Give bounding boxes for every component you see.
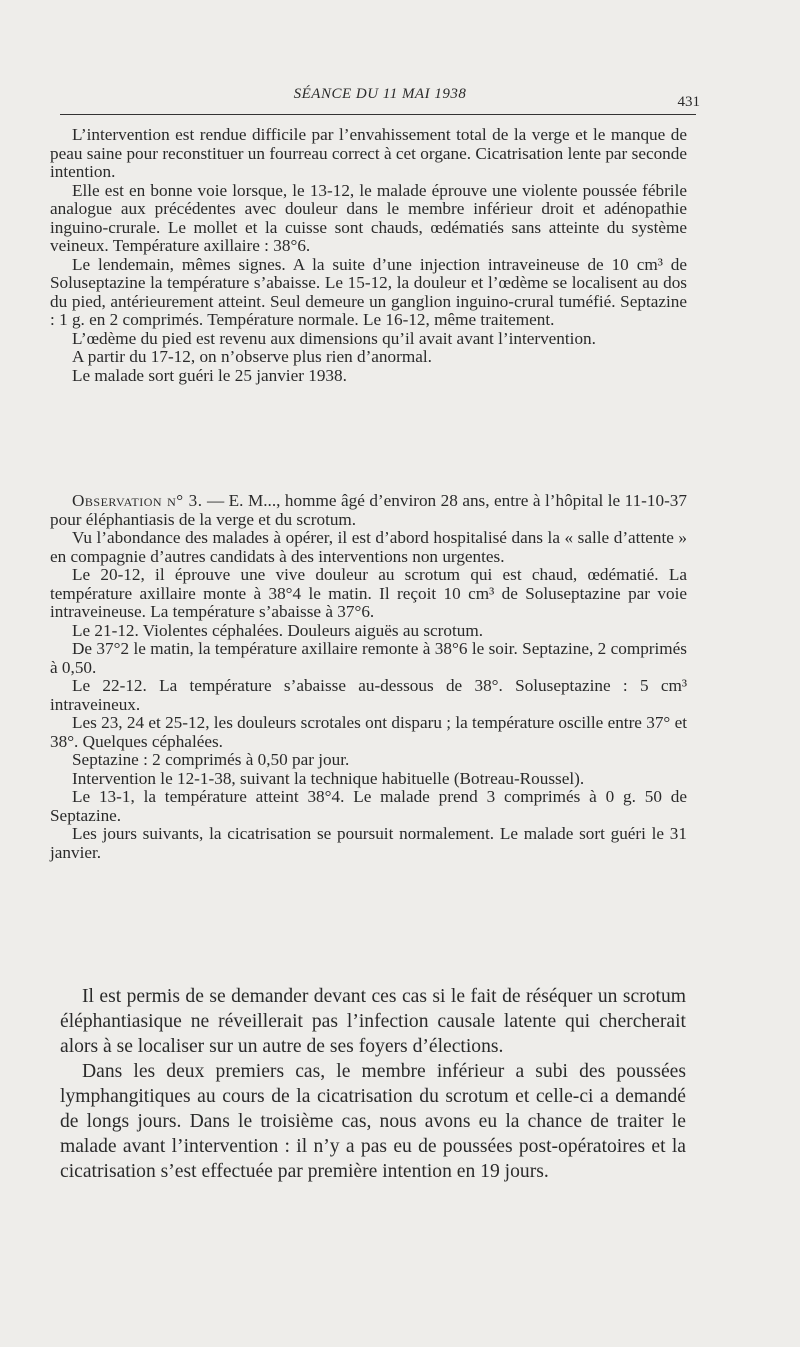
running-header [60,86,700,110]
observation-paragraph [50,492,687,529]
paragraph: L’œdème du pied est revenu aux dimensions qu’il avait avant l’intervention. [72,328,596,348]
discussion-text [60,984,686,1184]
header-rule [60,114,696,115]
observation-intro: — E. M..., homme âgé d’environ 28 ans, entre à l’hôpital le 11-10-37 pour éléphantiasis de la verge et du scrotum. [50,491,687,529]
paragraph: Les 23, 24 et 25-12, les douleurs scrotales ont disparu ; la température oscille entre 37° et 38°. Quelques céphalées. [50,713,687,751]
paragraph: De 37°2 le matin, la température axillaire remonte à 38°6 le soir. Septazine, 2 comprimés à 0,50. [50,639,687,677]
running-header-title: SÉANCE DU 11 MAI 1938 [293,86,467,102]
paragraph: Dans les deux premiers cas, le membre inférieur a subi des poussées lymphangitiques au cours de la cicatrisation du scrotum et celle-ci a demandé de longs jours. Dans le troisième cas, nous avons eu la chance de traiter le malade avant l’intervention : il n’y a pas eu de poussées post-opératoires et la cicatrisation s’est effectuée par première intention en 19 jours. [60,1061,686,1182]
paragraph: Le 13-1, la température atteint 38°4. Le malade prend 3 comprimés à 0 g. 50 de Septazine. [50,787,687,825]
observation-label: Observation n° 3. [72,491,203,510]
paragraph: Le 22-12. La température s’abaisse au-dessous de 38°. Soluseptazine : 5 cm³ intraveineux. [50,676,687,714]
paragraph: Le malade sort guéri le 25 janvier 1938. [72,365,347,385]
paragraph: Vu l’abondance des malades à opérer, il est d’abord hospitalisé dans la « salle d’attente » en compagnie d’autres candidats à des interventions non urgentes. [50,528,687,566]
paragraph: Intervention le 12-1-38, suivant la technique habituelle (Botreau-Roussel). [72,768,585,788]
page-number: 431 [677,94,700,110]
paragraph: Le lendemain, mêmes signes. A la suite d’une injection intraveineuse de 10 cm³ de Soluseptazine la température s’abaisse. Le 15-12, la douleur et l’œdème se localisent au dos du pied, antérieurement atteint. Seul demeure un ganglion inguino-crural tuméfié. Septazine : 1 g. en 2 comprimés. Température normale. Le 16-12, même traitement. [50,254,687,329]
observation-3-text [50,492,687,862]
paragraph: L’intervention est rendue difficile par l’envahissement total de la verge et le manque de peau saine pour reconstituer un fourreau correct à cet organe. Cicatrisation lente par seconde intention. [50,125,687,181]
paragraph: A partir du 17-12, on n’observe plus rien d’anormal. [72,347,432,366]
paragraph: Elle est en bonne voie lorsque, le 13-12, le malade éprouve une violente poussée fébrile analogue aux précédentes avec douleur dans le membre inférieur droit et adénopathie inguino-crurale. Le mollet et la cuisse sont chauds, œdématiés sans atteinte du système veineux. Température axillaire : 38°6. [50,180,687,255]
paragraph: Il est permis de se demander devant ces cas si le fait de réséquer un scrotum éléphantiasique ne réveillerait pas l’infection causale latente qui chercherait alors à se localiser sur un autre de ses foyers d’élections. [60,986,686,1057]
paragraph: Septazine : 2 comprimés à 0,50 par jour. [72,750,350,769]
paragraph: Le 20-12, il éprouve une vive douleur au scrotum qui est chaud, œdématié. La température axillaire monte à 38°4 le matin. Il reçoit 10 cm³ de Soluseptazine par voie intraveineuse. La température s’abaisse à 37°6. [50,565,687,621]
paragraph: Les jours suivants, la cicatrisation se poursuit normalement. Le malade sort guéri le 31 janvier. [50,824,687,862]
case-continuation-text [50,126,687,385]
paragraph: Le 21-12. Violentes céphalées. Douleurs aiguës au scrotum. [72,620,484,640]
